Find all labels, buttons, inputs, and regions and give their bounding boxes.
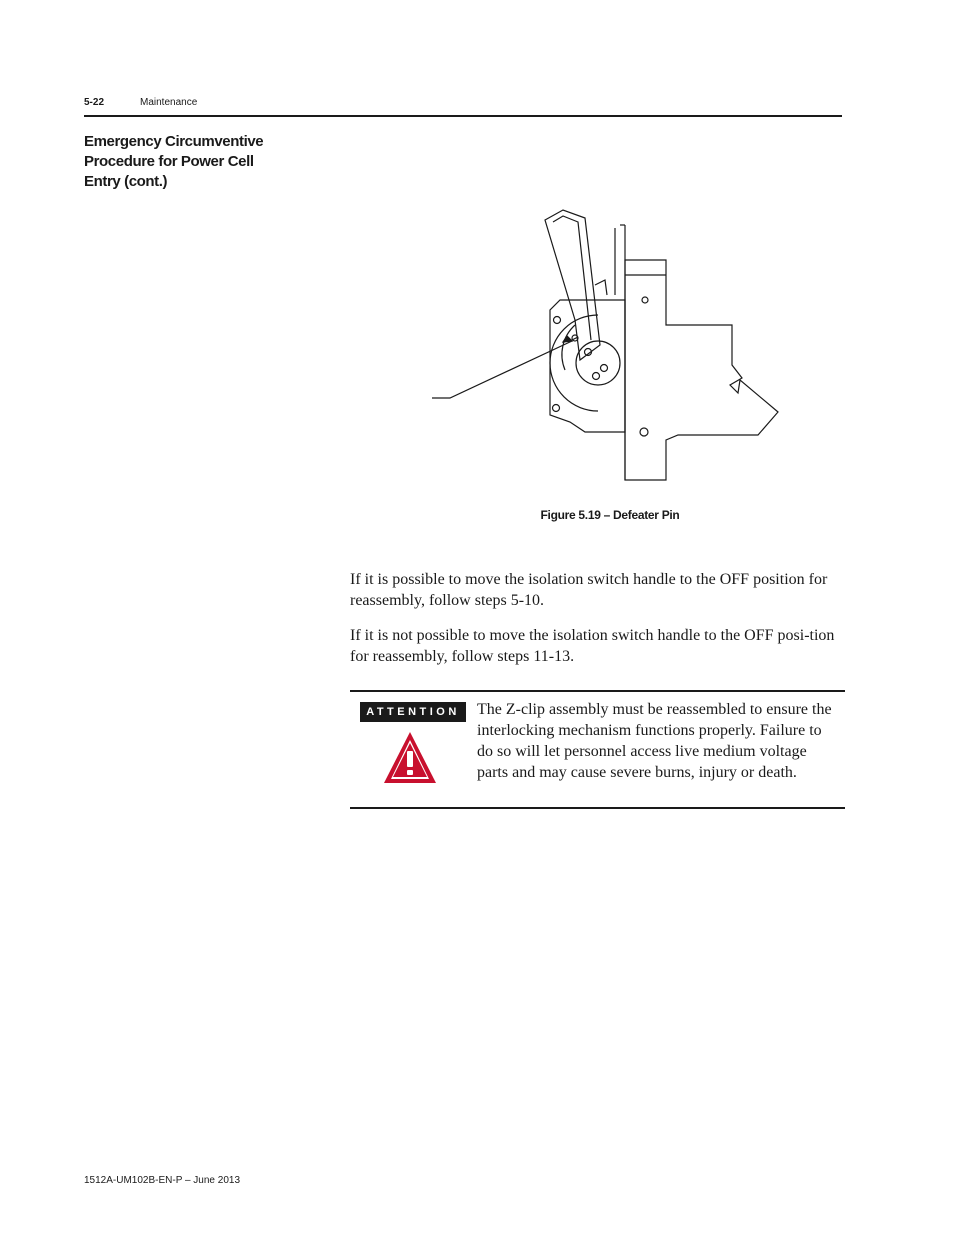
defeater-pin-figure [420,200,800,490]
section-name: Maintenance [140,97,198,108]
attention-text: The Z-clip assembly must be reassembled to ensure the interlocking mechanism functions properly. Failure to do so will let personnel access live medium voltage parts and may cause severe burns, injury or death. [477,701,832,781]
page-header [84,95,842,117]
body-paragraph: If it is possible to move the isolation switch handle to the OFF position for reassembly, follow steps 5-10. [350,571,828,609]
figure-caption: Figure 5.19 – Defeater Pin [540,508,680,522]
section-title: Emergency Circumventive Procedure for Power Cell Entry (cont.) [84,133,264,190]
warning-triangle-icon [382,730,438,786]
body-paragraph: If it is not possible to move the isolation switch handle to the OFF posi-tion for reassembly, follow steps 11-13. [350,627,835,665]
bracket [550,300,625,432]
attention-label: ATTENTION [360,702,466,722]
attention-box [350,690,845,809]
quadrant-plate [550,315,598,411]
page-number: 5-22 [84,97,105,108]
panel-body [625,260,778,480]
page-footer: 1512A-UM102B-EN-P – June 2013 [84,1175,241,1186]
